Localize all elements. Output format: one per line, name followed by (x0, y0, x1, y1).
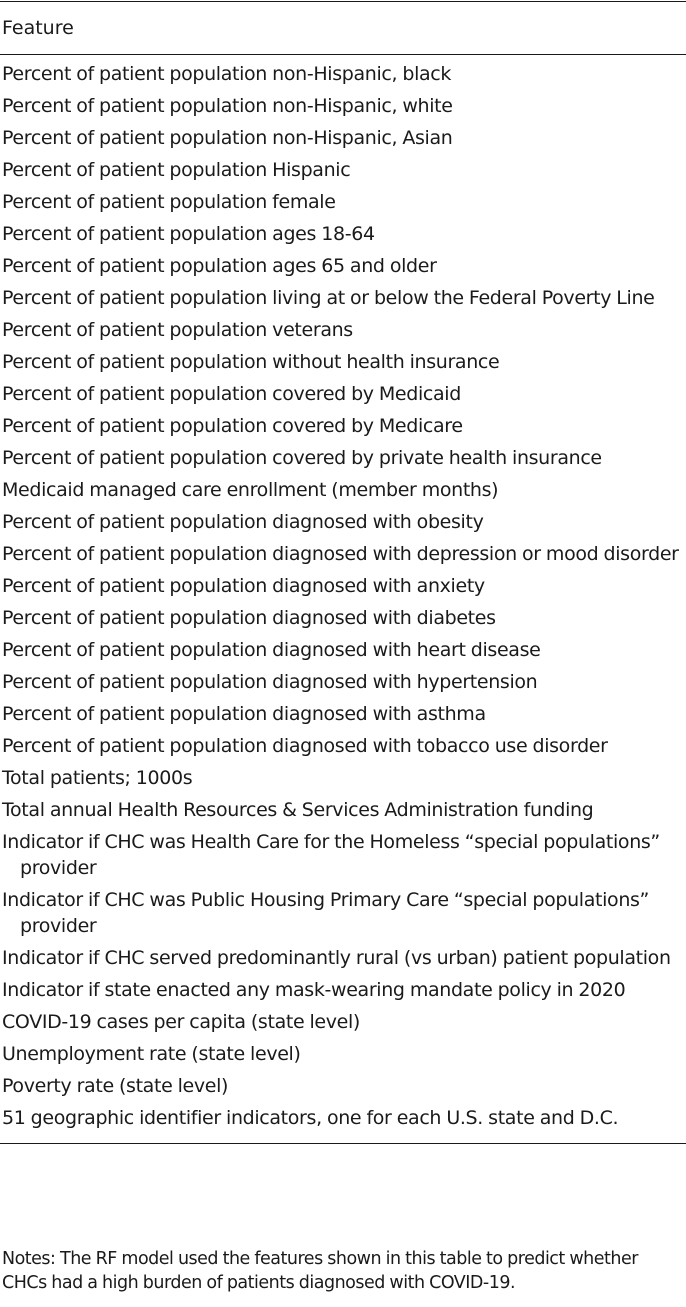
table-row: Indicator if CHC was Health Care for the Homeless “special populations” provider (2, 831, 660, 879)
table-bottom-rule (0, 1143, 686, 1144)
table-row: Percent of patient population diagnosed with obesity (2, 511, 484, 533)
table-row: 51 geographic identifier indicators, one for each U.S. state and D.C. (2, 1107, 619, 1129)
table-row: Indicator if CHC served predominantly rural (vs urban) patient population (2, 947, 671, 969)
table-row: Percent of patient population covered by Medicaid (2, 383, 461, 405)
table-body (0, 55, 686, 1143)
table-row: Percent of patient population diagnosed with hypertension (2, 671, 538, 693)
table-row: Percent of patient population diagnosed with diabetes (2, 607, 496, 629)
table-row: Indicator if CHC was Public Housing Primary Care “special populations” provider (2, 889, 650, 937)
table-row: Percent of patient population non-Hispanic, black (2, 63, 452, 85)
table-row: Unemployment rate (state level) (2, 1043, 301, 1065)
table-row: Percent of patient population diagnosed with heart disease (2, 639, 541, 661)
table-row: Percent of patient population female (2, 191, 336, 213)
table-row: Percent of patient population covered by private health insurance (2, 447, 602, 469)
table-row: Percent of patient population covered by Medicare (2, 415, 463, 437)
table-row: COVID-19 cases per capita (state level) (2, 1011, 360, 1033)
table-row: Medicaid managed care enrollment (member months) (2, 479, 499, 501)
table-row: Indicator if state enacted any mask-wearing mandate policy in 2020 (2, 979, 626, 1001)
table-row: Percent of patient population diagnosed with asthma (2, 703, 486, 725)
table-row: Percent of patient population Hispanic (2, 159, 351, 181)
table-row: Percent of patient population living at or below the Federal Poverty Line (2, 287, 655, 309)
table-row: Percent of patient population non-Hispanic, white (2, 95, 453, 117)
table-row: Percent of patient population diagnosed with tobacco use disorder (2, 735, 608, 757)
table-row: Percent of patient population non-Hispanic, Asian (2, 127, 453, 149)
table-row: Percent of patient population veterans (2, 319, 353, 341)
table-row: Percent of patient population diagnosed with anxiety (2, 575, 485, 597)
table-row: Percent of patient population ages 65 and older (2, 255, 437, 277)
table-row: Percent of patient population ages 18-64 (2, 223, 375, 245)
table-row: Percent of patient population without health insurance (2, 351, 500, 373)
table-row: Total patients; 1000s (2, 767, 193, 789)
table-header-feature: Feature (2, 17, 74, 39)
table-row: Percent of patient population diagnosed with depression or mood disorder (2, 543, 679, 565)
table-row: Poverty rate (state level) (2, 1075, 229, 1097)
table-row: Total annual Health Resources & Services Administration funding (2, 799, 594, 821)
table-notes: Notes: The RF model used the features shown in this table to predict whether CHCs had a high burden of patients diagnosed with COVID-19. (2, 1249, 638, 1293)
